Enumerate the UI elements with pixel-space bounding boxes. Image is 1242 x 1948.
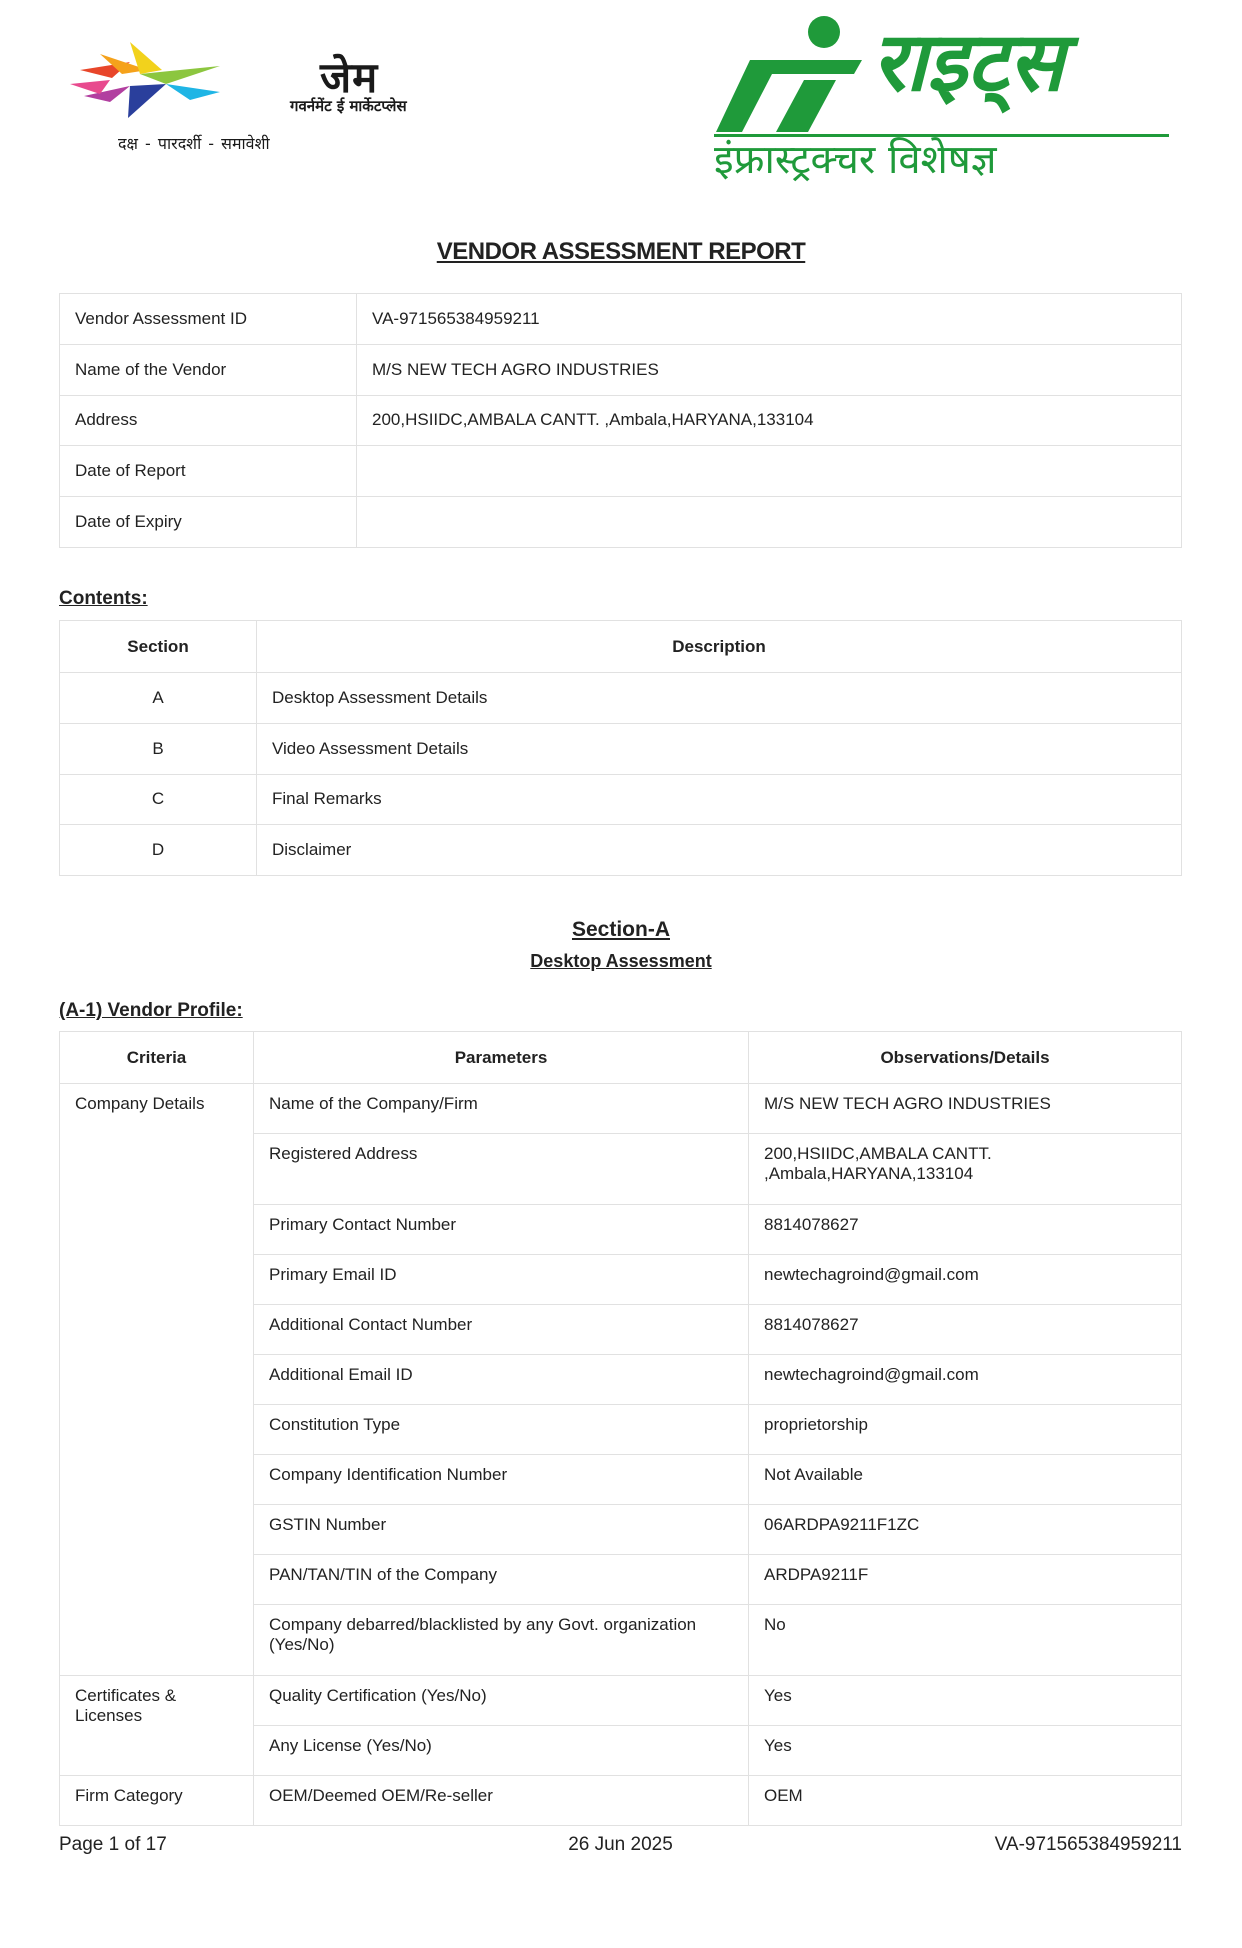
column-header-parameters: Parameters: [254, 1032, 749, 1084]
criteria-cell: Company Details: [60, 1084, 254, 1676]
parameter-cell: Company Identification Number: [254, 1455, 749, 1505]
contents-description: Video Assessment Details: [257, 723, 1182, 774]
info-label: Name of the Vendor: [60, 344, 357, 395]
table-row: [60, 774, 1182, 825]
table-row: [60, 446, 1182, 497]
observation-cell: newtechagroind@gmail.com: [749, 1255, 1182, 1305]
info-value: [357, 497, 1182, 548]
column-header-observations: Observations/Details: [749, 1032, 1182, 1084]
parameter-cell: Registered Address: [254, 1134, 749, 1205]
rites-logo-subtitle: इंफ्रास्ट्रक्चर विशेषज्ञ: [714, 137, 997, 183]
parameter-cell: GSTIN Number: [254, 1505, 749, 1555]
footer-assessment-id: VA-971565384959211: [994, 1834, 1182, 1855]
observation-cell: OEM: [749, 1776, 1182, 1826]
observation-cell: 8814078627: [749, 1305, 1182, 1355]
observation-cell: ARDPA9211F: [749, 1555, 1182, 1605]
column-header-section: Section: [60, 621, 257, 673]
section-a-title: Section-A: [571, 918, 670, 941]
gem-logo-tagline: दक्ष - पारदर्शी - समावेशी: [118, 134, 270, 153]
table-row: [60, 1084, 1182, 1134]
info-label: Date of Expiry: [60, 497, 357, 548]
contents-description: Desktop Assessment Details: [257, 673, 1182, 724]
vendor-info-table: [59, 293, 1182, 548]
contents-section: A: [60, 673, 257, 724]
gem-star-icon: [70, 40, 300, 120]
observation-cell: Not Available: [749, 1455, 1182, 1505]
contents-section: B: [60, 723, 257, 774]
rites-logo: [712, 10, 1182, 195]
table-row: [60, 1776, 1182, 1826]
table-row: [60, 673, 1182, 724]
parameter-cell: Company debarred/blacklisted by any Govt. organization (Yes/No): [254, 1605, 749, 1676]
contents-description: Disclaimer: [257, 825, 1182, 876]
rites-emblem-icon: [712, 10, 872, 135]
parameter-cell: Additional Contact Number: [254, 1305, 749, 1355]
info-value: M/S NEW TECH AGRO INDUSTRIES: [357, 344, 1182, 395]
observation-cell: M/S NEW TECH AGRO INDUSTRIES: [749, 1084, 1182, 1134]
column-header-description: Description: [257, 621, 1182, 673]
info-value: 200,HSIIDC,AMBALA CANTT. ,Ambala,HARYANA,133104: [357, 395, 1182, 446]
column-header-criteria: Criteria: [60, 1032, 254, 1084]
footer-date: 26 Jun 2025: [568, 1834, 673, 1855]
parameter-cell: Name of the Company/Firm: [254, 1084, 749, 1134]
observation-cell: proprietorship: [749, 1405, 1182, 1455]
criteria-cell: Firm Category: [60, 1776, 254, 1826]
gem-logo: [70, 40, 520, 160]
criteria-cell: Certificates & Licenses: [60, 1676, 254, 1776]
parameter-cell: Primary Contact Number: [254, 1205, 749, 1255]
report-title: VENDOR ASSESSMENT REPORT: [436, 238, 806, 265]
contents-section: D: [60, 825, 257, 876]
rites-logo-title: राइट्स: [872, 15, 1064, 110]
gem-logo-subtitle: गवर्नमेंट ई मार्केटप्लेस: [290, 97, 407, 115]
vendor-profile-heading: (A-1) Vendor Profile:: [59, 1000, 243, 1021]
gem-logo-title: जेम: [320, 53, 379, 102]
vendor-profile-table: [59, 1031, 1182, 1826]
table-header-row: [60, 1032, 1182, 1084]
parameter-cell: Constitution Type: [254, 1405, 749, 1455]
table-row: [60, 497, 1182, 548]
table-row: [60, 395, 1182, 446]
contents-heading: Contents:: [59, 588, 148, 609]
observation-cell: 06ARDPA9211F1ZC: [749, 1505, 1182, 1555]
observation-cell: No: [749, 1605, 1182, 1676]
observation-cell: newtechagroind@gmail.com: [749, 1355, 1182, 1405]
table-row: [60, 825, 1182, 876]
parameter-cell: PAN/TAN/TIN of the Company: [254, 1555, 749, 1605]
parameter-cell: OEM/Deemed OEM/Re-seller: [254, 1776, 749, 1826]
contents-description: Final Remarks: [257, 774, 1182, 825]
observation-cell: 200,HSIIDC,AMBALA CANTT. ,Ambala,HARYANA,133104: [749, 1134, 1182, 1205]
table-row: [60, 344, 1182, 395]
observation-cell: Yes: [749, 1726, 1182, 1776]
table-header-row: [60, 621, 1182, 673]
parameter-cell: Primary Email ID: [254, 1255, 749, 1305]
contents-table: [59, 620, 1182, 876]
section-a-subtitle: Desktop Assessment: [530, 951, 712, 971]
table-row: [60, 1676, 1182, 1726]
parameter-cell: Any License (Yes/No): [254, 1726, 749, 1776]
parameter-cell: Quality Certification (Yes/No): [254, 1676, 749, 1726]
info-label: Vendor Assessment ID: [60, 294, 357, 345]
table-row: [60, 723, 1182, 774]
contents-section: C: [60, 774, 257, 825]
info-label: Address: [60, 395, 357, 446]
info-value: [357, 446, 1182, 497]
observation-cell: Yes: [749, 1676, 1182, 1726]
info-value: VA-971565384959211: [357, 294, 1182, 345]
info-label: Date of Report: [60, 446, 357, 497]
observation-cell: 8814078627: [749, 1205, 1182, 1255]
parameter-cell: Additional Email ID: [254, 1355, 749, 1405]
page-number: Page 1 of 17: [59, 1834, 167, 1855]
table-row: [60, 294, 1182, 345]
